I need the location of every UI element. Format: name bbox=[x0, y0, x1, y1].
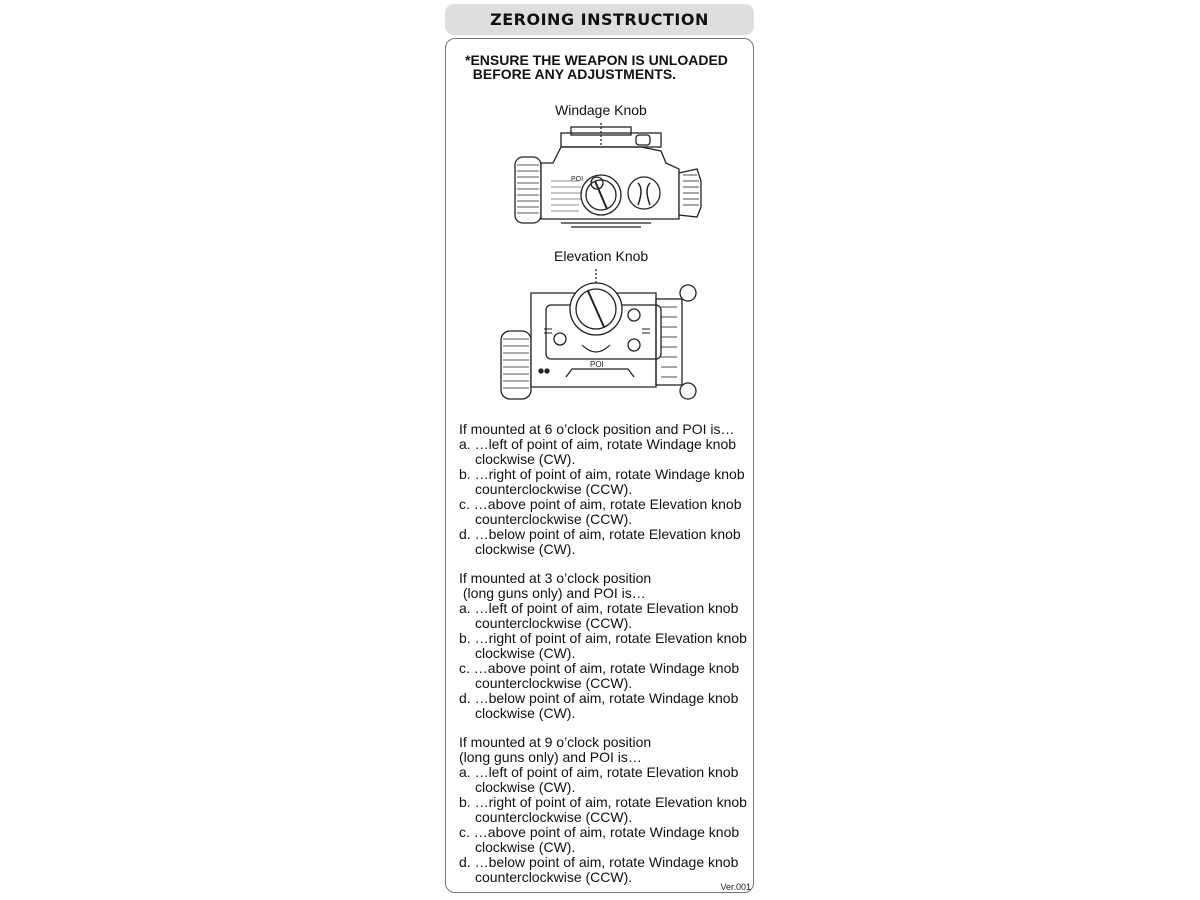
list-item-continuation: counterclockwise (CCW). bbox=[475, 869, 633, 885]
header-title: ZEROING INSTRUCTION bbox=[490, 10, 709, 29]
list-item-continuation: counterclockwise (CCW). bbox=[475, 511, 633, 527]
list-item: d. …below point of aim, rotate Windage knob bbox=[459, 690, 739, 706]
section-6-oclock bbox=[459, 422, 745, 557]
section-lead: If mounted at 3 o’clock position bbox=[459, 570, 652, 586]
section-lead: (long guns only) and POI is… bbox=[459, 749, 642, 765]
list-item: a. …left of point of aim, rotate Windage knob bbox=[459, 436, 737, 452]
list-item-continuation: clockwise (CW). bbox=[475, 645, 576, 661]
section-lead: If mounted at 6 o’clock position and POI is… bbox=[459, 421, 735, 437]
section-lead: (long guns only) and POI is… bbox=[459, 585, 646, 601]
unloaded-warning bbox=[465, 53, 728, 81]
list-item: c. …above point of aim, rotate Windage knob bbox=[459, 660, 740, 676]
windage-side-view-diagram bbox=[501, 123, 716, 233]
list-item: b. …right of point of aim, rotate Elevation knob bbox=[459, 794, 747, 810]
list-item-continuation: counterclockwise (CCW). bbox=[475, 481, 633, 497]
list-item: d. …below point of aim, rotate Elevation knob bbox=[459, 526, 741, 542]
list-item: a. …left of point of aim, rotate Elevation knob bbox=[459, 764, 739, 780]
list-item-continuation: clockwise (CW). bbox=[475, 839, 576, 855]
warning-line-1: *ENSURE THE WEAPON IS UNLOADED bbox=[465, 52, 728, 68]
list-item-continuation: counterclockwise (CCW). bbox=[475, 675, 633, 691]
section-3-oclock bbox=[459, 571, 747, 721]
list-item: c. …above point of aim, rotate Elevation knob bbox=[459, 496, 742, 512]
list-item-continuation: clockwise (CW). bbox=[475, 541, 576, 557]
list-item-continuation: clockwise (CW). bbox=[475, 779, 576, 795]
list-item-continuation: counterclockwise (CCW). bbox=[475, 615, 633, 631]
list-item-continuation: clockwise (CW). bbox=[475, 705, 576, 721]
elevation-poi-mark: POI bbox=[590, 360, 604, 369]
section-lead: If mounted at 9 o’clock position bbox=[459, 734, 652, 750]
list-item-continuation: counterclockwise (CCW). bbox=[475, 809, 633, 825]
elevation-top-view-diagram bbox=[496, 269, 716, 404]
list-item: b. …right of point of aim, rotate Windage knob bbox=[459, 466, 745, 482]
section-9-oclock bbox=[459, 735, 747, 885]
list-item: d. …below point of aim, rotate Windage knob bbox=[459, 854, 739, 870]
page-header bbox=[445, 4, 754, 35]
list-item: c. …above point of aim, rotate Windage knob bbox=[459, 824, 740, 840]
elevation-knob-label: Elevation Knob bbox=[554, 248, 649, 264]
version-label: Ver.001 bbox=[720, 882, 751, 892]
windage-knob-label: Windage Knob bbox=[555, 102, 647, 118]
list-item: b. …right of point of aim, rotate Elevation knob bbox=[459, 630, 747, 646]
list-item-continuation: clockwise (CW). bbox=[475, 451, 576, 467]
windage-poi-mark: POI bbox=[571, 176, 584, 183]
warning-line-2: BEFORE ANY ADJUSTMENTS. bbox=[465, 66, 677, 82]
instruction-card bbox=[445, 38, 754, 893]
list-item: a. …left of point of aim, rotate Elevation knob bbox=[459, 600, 739, 616]
